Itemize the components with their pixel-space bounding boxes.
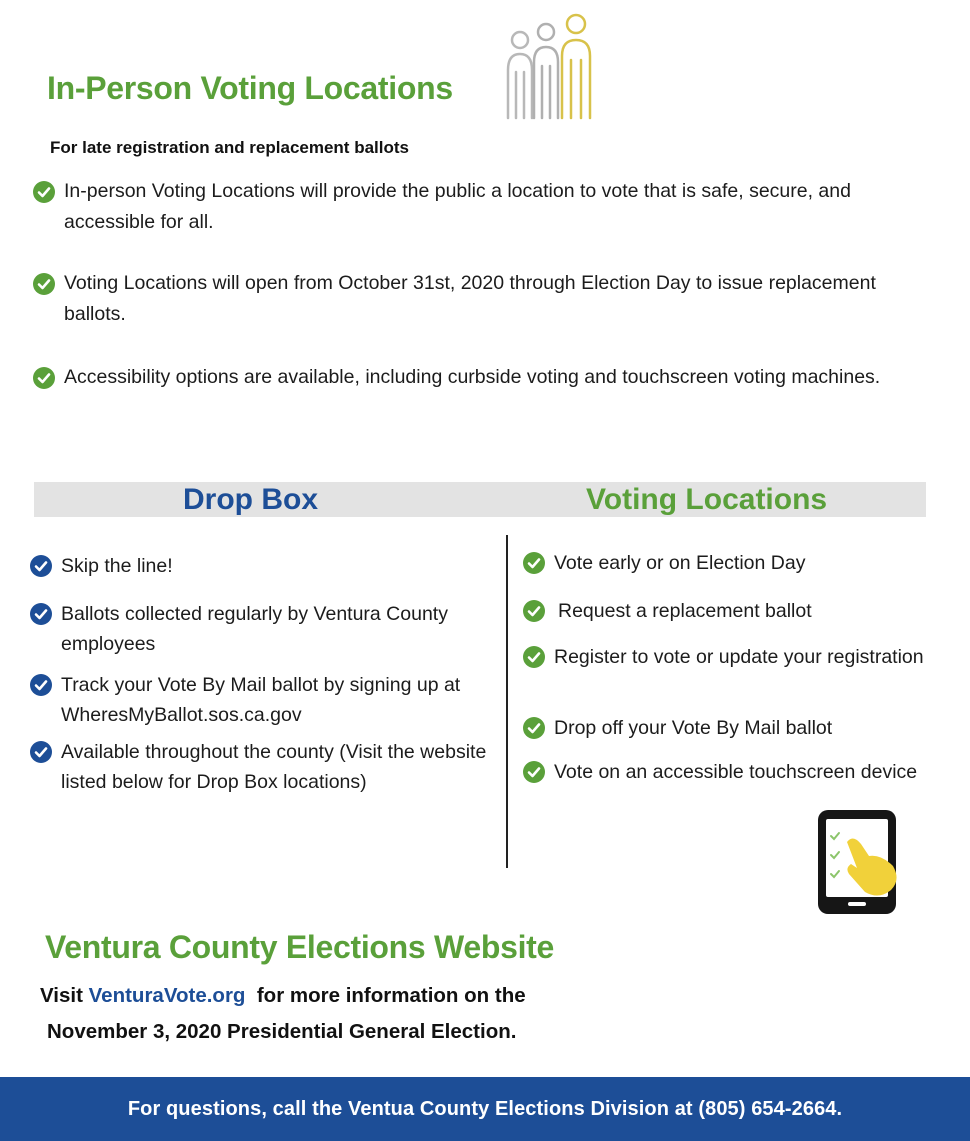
voting-location-item [523,713,943,743]
drop-box-item-text: Ballots collected regularly by Ventura County employees [61,603,448,655]
voting-location-item-text: Request a replacement ballot [558,600,812,622]
intro-bullet [33,268,923,330]
voting-location-item-text: Register to vote or update your registration [554,646,924,668]
green-check-icon [33,181,55,203]
election-line: November 3, 2020 Presidential General Election. [47,1020,517,1043]
website-title: Ventura County Elections Website [45,929,555,965]
blue-check-icon [30,555,52,577]
voting-location-item [523,596,943,626]
footer-banner [0,1077,970,1141]
voting-location-item [523,548,943,578]
drop-box-item-text: Skip the line! [61,555,173,577]
page-subtitle: For late registration and replacement ballots [50,138,409,157]
blue-check-icon [30,741,52,763]
voting-location-item [523,757,943,787]
drop-box-item [30,670,500,730]
page-title: In-Person Voting Locations [47,70,453,106]
blue-check-icon [30,603,52,625]
intro-bullet-text: Voting Locations will open from October 31st, 2020 through Election Day to issue replacement ballots. [64,272,876,325]
voting-location-item-text: Drop off your Vote By Mail ballot [554,717,833,739]
green-check-icon [33,367,55,389]
drop-box-item-text: Available throughout the county (Visit the website listed below for Drop Box locations) [61,741,487,793]
footer-text: For questions, call the Ventua County Elections Division at (805) 654-2664. [127,1097,843,1120]
drop-box-item [30,551,500,581]
green-check-icon [523,552,545,574]
people-icon [498,10,608,122]
green-check-icon [523,717,545,739]
visit-line [40,984,526,1008]
visit-suffix: for more information on the [256,984,526,1007]
drop-box-item-text: Track your Vote By Mail ballot by signing up at WheresMyBallot.sos.ca.gov [61,674,461,726]
column-divider [506,535,508,868]
touchscreen-phone-icon [805,806,910,918]
drop-box-item [30,737,500,797]
intro-bullet-text: Accessibility options are available, including curbside voting and touchscreen voting machines. [64,366,881,388]
green-check-icon [33,273,55,295]
website-link[interactable]: VenturaVote.org [88,984,246,1007]
voting-location-item-text: Vote on an accessible touchscreen device [554,761,918,783]
intro-bullet [33,176,923,238]
green-check-icon [523,646,545,668]
voting-locations-heading: Voting Locations [586,483,828,516]
visit-prefix: Visit [40,984,83,1007]
drop-box-heading: Drop Box [183,483,318,516]
intro-bullet [33,362,923,393]
drop-box-item [30,599,500,659]
voting-location-item [523,642,943,672]
green-check-icon [523,761,545,783]
green-check-icon [523,600,545,622]
voting-location-item-text: Vote early or on Election Day [554,552,806,574]
blue-check-icon [30,674,52,696]
intro-bullet-text: In-person Voting Locations will provide the public a location to vote that is safe, secure, and accessible for all. [64,180,851,233]
